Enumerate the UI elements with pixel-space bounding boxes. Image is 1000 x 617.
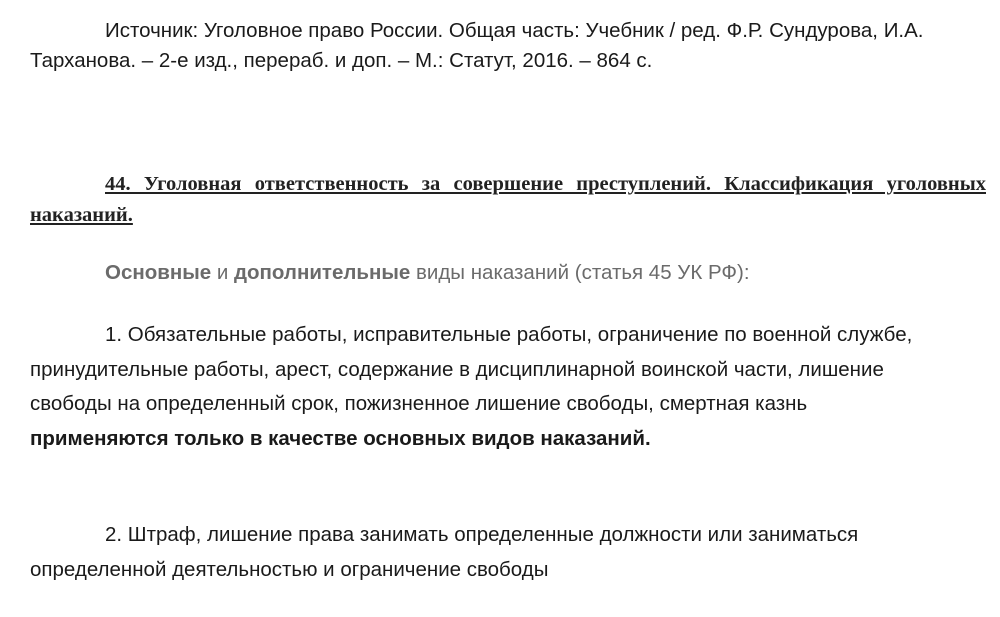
paragraph-2-text: 2. Штраф, лишение права занимать определенные должности или заниматься определенной деятельностью и ограничение свободы xyxy=(30,523,859,581)
section-heading: 44. Уголовная ответственность за совершение преступлений. Классификация уголовных наказаний. xyxy=(30,173,986,226)
paragraph-1-text: 1. Обязательные работы, исправительные работы, ограничение по военной службе, принудительные работы, арест, содержание в дисциплинарной воинской части, лишение свободы на определенный срок, пожизненное лишение свободы, смертная казнь xyxy=(30,323,913,415)
paragraph-1 xyxy=(30,318,930,456)
subheading-connector: и xyxy=(211,261,234,284)
subheading-bold-additional: дополнительные xyxy=(234,261,411,284)
subheading-rest: виды наказаний (статья 45 УК РФ): xyxy=(410,261,750,284)
source-citation: Источник: Уголовное право России. Общая часть: Учебник / ред. Ф.Р. Сундурова, И.А. Тарханова. – 2-е изд., перераб. и доп. – М.: Статут, 2016. – 864 с. xyxy=(30,19,924,72)
paragraph-1-bold: применяются только в качестве основных видов наказаний. xyxy=(30,426,651,450)
subheading-bold-main: Основные xyxy=(105,261,212,284)
paragraph-2 xyxy=(30,518,930,587)
subheading xyxy=(105,258,750,288)
